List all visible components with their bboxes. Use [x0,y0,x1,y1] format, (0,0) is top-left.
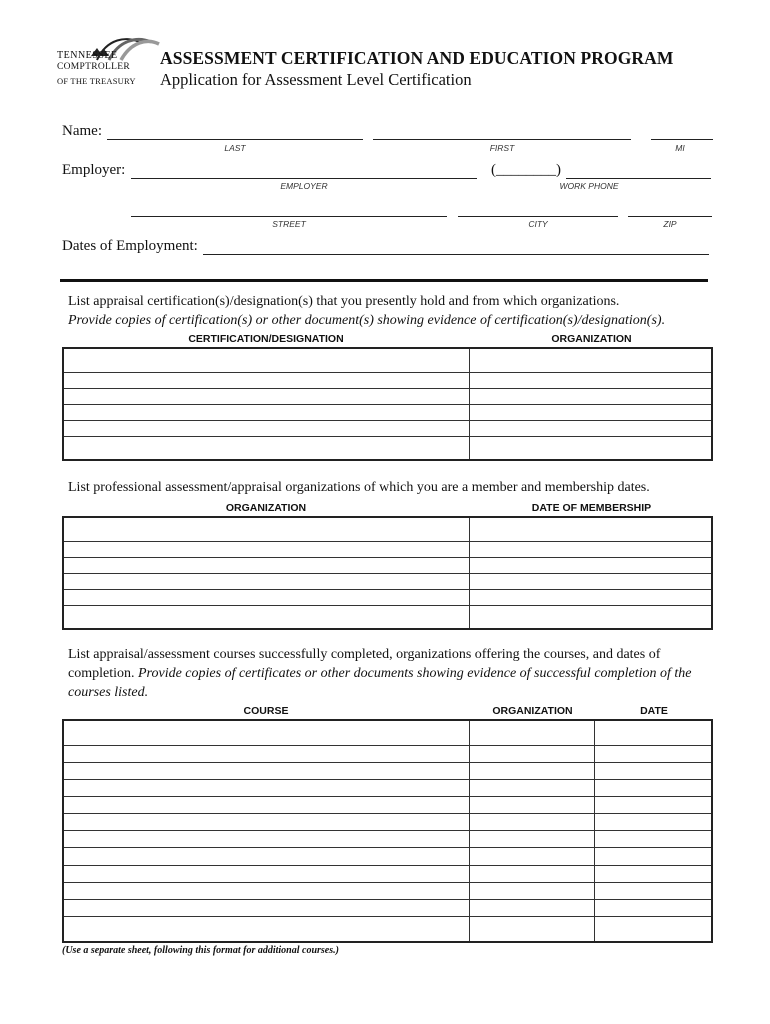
table-row [63,517,712,541]
street-sub-label: STREET [272,219,306,229]
table-cell[interactable] [594,763,712,780]
comptroller-logo [55,34,145,94]
table-cell[interactable] [470,865,595,882]
table-cell[interactable] [470,436,712,460]
table-cell[interactable] [594,882,712,899]
table-row [63,899,712,916]
table-cell[interactable] [63,882,470,899]
table-row [63,388,712,404]
table-cell[interactable] [63,814,470,831]
logo-line-1: TENNESSEE [57,50,118,61]
section2-col-organization: ORGANIZATION [225,502,307,514]
section1-instruction [68,292,718,330]
section3-col-organization: ORGANIZATION [492,705,573,717]
table-cell[interactable] [470,557,712,573]
table-cell[interactable] [63,517,470,541]
dates-of-employment-label: Dates of Employment: [62,238,198,254]
table-cell[interactable] [63,763,470,780]
table-cell[interactable] [63,720,470,746]
table-row [63,404,712,420]
table-cell[interactable] [63,541,470,557]
table-cell[interactable] [594,797,712,814]
city-sub-label: CITY [528,219,548,229]
table-cell[interactable] [63,848,470,865]
section1-col-organization: ORGANIZATION [551,333,632,345]
table-row [63,372,712,388]
page-subtitle: Application for Assessment Level Certification [160,70,472,89]
table-cell[interactable] [470,348,712,372]
table-cell[interactable] [63,916,470,942]
table-cell[interactable] [470,916,595,942]
section-divider [60,279,708,282]
city-field[interactable] [458,216,618,217]
section3-col-date: DATE [640,705,668,717]
table-cell[interactable] [63,899,470,916]
table-cell[interactable] [63,557,470,573]
table-cell[interactable] [63,831,470,848]
table-cell[interactable] [63,348,470,372]
table-cell[interactable] [594,720,712,746]
table-cell[interactable] [594,899,712,916]
footer-note: (Use a separate sheet, following this format for additional courses.) [62,945,339,956]
table-cell[interactable] [470,372,712,388]
table-row [63,916,712,942]
page-title: ASSESSMENT CERTIFICATION AND EDUCATION PROGRAM [160,48,674,68]
table-cell[interactable] [470,848,595,865]
table-cell[interactable] [63,797,470,814]
street-field[interactable] [131,216,447,217]
table-cell[interactable] [594,865,712,882]
phone-sub-label: WORK PHONE [559,181,619,191]
middle-initial-field[interactable] [651,139,713,140]
logo-line-3: OF THE TREASURY [57,76,136,86]
employer-sub-label: EMPLOYER [280,181,328,191]
table-cell[interactable] [63,589,470,605]
table-cell[interactable] [594,848,712,865]
section3-instruction-text: List appraisal/assessment courses successfully completed, organizations offering the courses, and dates of completion. [68,647,661,681]
phone-area-code: (________) [491,162,561,178]
table-cell[interactable] [63,746,470,763]
table-cell[interactable] [594,780,712,797]
table-row [63,780,712,797]
memberships-table [62,516,713,630]
table-row [63,720,712,746]
table-cell[interactable] [63,420,470,436]
table-cell[interactable] [594,831,712,848]
table-cell[interactable] [470,797,595,814]
section3-col-course: COURSE [243,705,289,717]
work-phone-field[interactable] [566,178,711,179]
table-cell[interactable] [470,831,595,848]
certifications-table [62,347,713,461]
section1-instruction-italic: Provide copies of certification(s) or other document(s) showing evidence of certification(s)/designation(s). [68,313,666,328]
last-sub-label: LAST [224,143,246,153]
section1-col-certification: CERTIFICATION/DESIGNATION [188,333,344,345]
table-row [63,746,712,763]
logo-line-2: COMPTROLLER [57,62,130,72]
table-cell[interactable] [470,573,712,589]
table-row [63,882,712,899]
mi-sub-label: MI [675,143,685,153]
zip-sub-label: ZIP [663,219,677,229]
table-row [63,763,712,780]
employer-label: Employer: [62,162,126,178]
table-cell[interactable] [470,899,595,916]
table-cell[interactable] [63,573,470,589]
table-row [63,420,712,436]
table-cell[interactable] [594,916,712,942]
first-sub-label: FIRST [489,143,515,153]
table-cell[interactable] [470,746,595,763]
first-name-field[interactable] [373,139,631,140]
courses-table [62,719,713,943]
section2-col-membership-date: DATE OF MEMBERSHIP [531,502,652,514]
table-cell[interactable] [63,605,470,629]
table-cell[interactable] [470,541,712,557]
table-cell[interactable] [63,436,470,460]
table-cell[interactable] [470,814,595,831]
table-row [63,348,712,372]
table-cell[interactable] [470,882,595,899]
zip-field[interactable] [628,216,712,217]
table-row [63,557,712,573]
section2-instruction: List professional assessment/appraisal organizations of which you are a member and membership dates. [68,480,650,495]
dates-of-employment-field[interactable] [203,254,709,255]
table-cell[interactable] [470,388,712,404]
table-cell[interactable] [470,780,595,797]
table-cell[interactable] [63,372,470,388]
table-cell[interactable] [63,388,470,404]
table-row [63,848,712,865]
table-cell[interactable] [470,404,712,420]
table-cell[interactable] [470,720,595,746]
table-row [63,865,712,882]
table-cell[interactable] [594,746,712,763]
table-cell[interactable] [470,763,595,780]
table-row [63,605,712,629]
table-row [63,831,712,848]
section1-instruction-text: List appraisal certification(s)/designation(s) that you presently hold and from which organizations. [68,294,620,309]
section3-instruction [68,645,713,702]
table-row [63,797,712,814]
table-row [63,573,712,589]
section3-instruction-italic: Provide copies of certificates or other documents showing evidence of successful completion of the courses listed. [68,666,692,700]
employer-field[interactable] [131,178,477,179]
table-cell[interactable] [63,865,470,882]
table-row [63,814,712,831]
table-row [63,436,712,460]
table-row [63,541,712,557]
table-cell[interactable] [594,814,712,831]
table-cell[interactable] [470,589,712,605]
name-label: Name: [62,123,102,139]
table-cell[interactable] [470,420,712,436]
last-name-field[interactable] [107,139,363,140]
table-cell[interactable] [63,780,470,797]
table-cell[interactable] [470,517,712,541]
table-row [63,589,712,605]
table-cell[interactable] [470,605,712,629]
table-cell[interactable] [63,404,470,420]
